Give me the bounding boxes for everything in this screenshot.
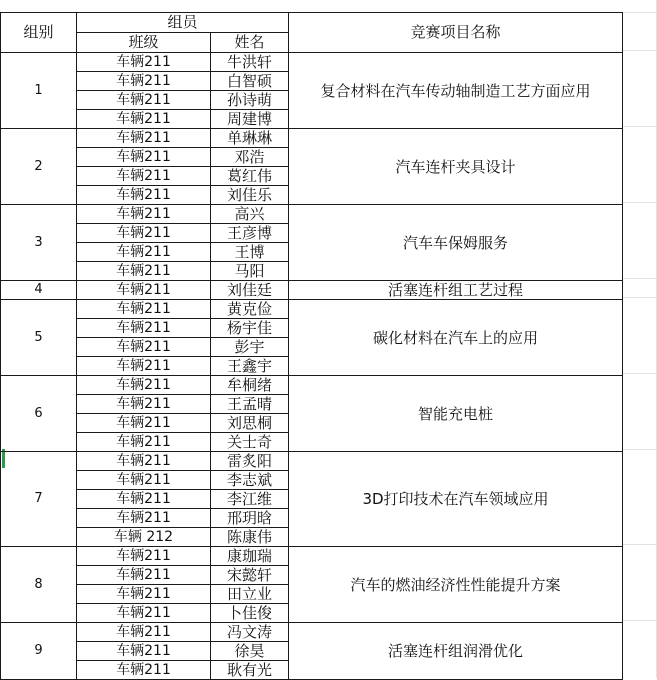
class-cell[interactable]: 车辆211 — [77, 300, 211, 319]
table-row — [1, 281, 623, 300]
project-name-cell[interactable]: 汽车连杆夹具设计 — [289, 129, 623, 205]
member-name-cell[interactable]: 葛红伟 — [211, 167, 289, 186]
class-cell[interactable]: 车辆211 — [77, 338, 211, 357]
member-name-cell[interactable]: 王彦博 — [211, 224, 289, 243]
class-cell[interactable]: 车辆211 — [77, 623, 211, 642]
class-cell[interactable]: 车辆211 — [77, 224, 211, 243]
member-name-cell[interactable]: 单琳琳 — [211, 129, 289, 148]
project-name-cell[interactable]: 碳化材料在汽车上的应用 — [289, 300, 623, 376]
member-name-cell[interactable]: 杨宇佳 — [211, 319, 289, 338]
class-cell[interactable]: 车辆211 — [77, 91, 211, 110]
table-row — [1, 205, 623, 224]
member-name-cell[interactable]: 邢玥晗 — [211, 509, 289, 528]
project-name-cell[interactable]: 汽车的燃油经济性性能提升方案 — [289, 547, 623, 623]
class-cell[interactable]: 车辆211 — [77, 490, 211, 509]
class-cell[interactable]: 车辆211 — [77, 547, 211, 566]
class-cell[interactable]: 车辆211 — [77, 72, 211, 91]
table-row — [1, 623, 623, 642]
member-name-cell[interactable]: 王博 — [211, 243, 289, 262]
class-cell[interactable]: 车辆 212 — [77, 528, 211, 547]
group-number-cell[interactable]: 9 — [1, 623, 77, 680]
class-cell[interactable]: 车辆211 — [77, 661, 211, 680]
project-name-cell[interactable]: 3D打印技术在汽车领域应用 — [289, 452, 623, 547]
class-cell[interactable]: 车辆211 — [77, 452, 211, 471]
member-name-cell[interactable]: 卜佳俊 — [211, 604, 289, 623]
group-number-cell[interactable]: 6 — [1, 376, 77, 452]
class-cell[interactable]: 车辆211 — [77, 642, 211, 661]
sheet-gridlines — [622, 0, 657, 678]
class-cell[interactable]: 车辆211 — [77, 205, 211, 224]
competition-groups-table — [0, 12, 623, 680]
class-cell[interactable]: 车辆211 — [77, 433, 211, 452]
class-cell[interactable]: 车辆211 — [77, 357, 211, 376]
class-cell[interactable]: 车辆211 — [77, 262, 211, 281]
group-number-cell[interactable]: 4 — [1, 281, 77, 300]
member-name-cell[interactable]: 黄克俭 — [211, 300, 289, 319]
table-row — [1, 547, 623, 566]
member-name-cell[interactable]: 孙诗萌 — [211, 91, 289, 110]
member-name-cell[interactable]: 邓浩 — [211, 148, 289, 167]
group-number-cell[interactable]: 3 — [1, 205, 77, 281]
class-cell[interactable]: 车辆211 — [77, 186, 211, 205]
group-number-cell[interactable]: 7 — [1, 452, 77, 547]
member-name-cell[interactable]: 康珈瑞 — [211, 547, 289, 566]
table-row — [1, 53, 623, 72]
class-cell[interactable]: 车辆211 — [77, 566, 211, 585]
project-name-cell[interactable]: 汽车车保姆服务 — [289, 205, 623, 281]
class-cell[interactable]: 车辆211 — [77, 129, 211, 148]
header-row-1 — [1, 13, 623, 33]
member-name-cell[interactable]: 宋懿轩 — [211, 566, 289, 585]
member-name-cell[interactable]: 关士奇 — [211, 433, 289, 452]
member-name-cell[interactable]: 刘佳廷 — [211, 281, 289, 300]
member-name-cell[interactable]: 李志斌 — [211, 471, 289, 490]
member-name-cell[interactable]: 李江维 — [211, 490, 289, 509]
member-name-cell[interactable]: 王孟晴 — [211, 395, 289, 414]
member-name-cell[interactable]: 冯文涛 — [211, 623, 289, 642]
table-row — [1, 376, 623, 395]
class-cell[interactable]: 车辆211 — [77, 110, 211, 129]
group-number-cell[interactable]: 2 — [1, 129, 77, 205]
table-row — [1, 300, 623, 319]
header-project-cell[interactable]: 竞赛项目名称 — [289, 13, 623, 53]
header-members-cell[interactable]: 组员 — [77, 13, 289, 33]
class-cell[interactable]: 车辆211 — [77, 509, 211, 528]
class-cell[interactable]: 车辆211 — [77, 395, 211, 414]
member-name-cell[interactable]: 周建博 — [211, 110, 289, 129]
class-cell[interactable]: 车辆211 — [77, 585, 211, 604]
group-number-cell[interactable]: 8 — [1, 547, 77, 623]
class-cell[interactable]: 车辆211 — [77, 414, 211, 433]
header-class-cell[interactable]: 班级 — [77, 33, 211, 53]
project-name-cell[interactable]: 活塞连杆组工艺过程 — [289, 281, 623, 300]
class-cell[interactable]: 车辆211 — [77, 243, 211, 262]
member-name-cell[interactable]: 王鑫宇 — [211, 357, 289, 376]
table-row — [1, 452, 623, 471]
table-row — [1, 129, 623, 148]
member-name-cell[interactable]: 田立业 — [211, 585, 289, 604]
member-name-cell[interactable]: 雷炙阳 — [211, 452, 289, 471]
member-name-cell[interactable]: 牟桐绪 — [211, 376, 289, 395]
member-name-cell[interactable]: 高兴 — [211, 205, 289, 224]
member-name-cell[interactable]: 彭宇 — [211, 338, 289, 357]
group-number-cell[interactable]: 1 — [1, 53, 77, 129]
class-cell[interactable]: 车辆211 — [77, 319, 211, 338]
class-cell[interactable]: 车辆211 — [77, 376, 211, 395]
class-cell[interactable]: 车辆211 — [77, 604, 211, 623]
class-cell[interactable]: 车辆211 — [77, 148, 211, 167]
member-name-cell[interactable]: 陈康伟 — [211, 528, 289, 547]
header-group-cell[interactable]: 组别 — [1, 13, 77, 53]
class-cell[interactable]: 车辆211 — [77, 53, 211, 72]
class-cell[interactable]: 车辆211 — [77, 471, 211, 490]
header-name-cell[interactable]: 姓名 — [211, 33, 289, 53]
member-name-cell[interactable]: 马阳 — [211, 262, 289, 281]
member-name-cell[interactable]: 刘思桐 — [211, 414, 289, 433]
class-cell[interactable]: 车辆211 — [77, 167, 211, 186]
project-name-cell[interactable]: 智能充电桩 — [289, 376, 623, 452]
project-name-cell[interactable]: 复合材料在汽车传动轴制造工艺方面应用 — [289, 53, 623, 129]
member-name-cell[interactable]: 牛洪轩 — [211, 53, 289, 72]
member-name-cell[interactable]: 徐昊 — [211, 642, 289, 661]
member-name-cell[interactable]: 刘佳乐 — [211, 186, 289, 205]
member-name-cell[interactable]: 白智硕 — [211, 72, 289, 91]
group-number-cell[interactable]: 5 — [1, 300, 77, 376]
class-cell[interactable]: 车辆211 — [77, 281, 211, 300]
project-name-cell[interactable]: 活塞连杆组润滑优化 — [289, 623, 623, 680]
member-name-cell[interactable]: 耿有光 — [211, 661, 289, 680]
